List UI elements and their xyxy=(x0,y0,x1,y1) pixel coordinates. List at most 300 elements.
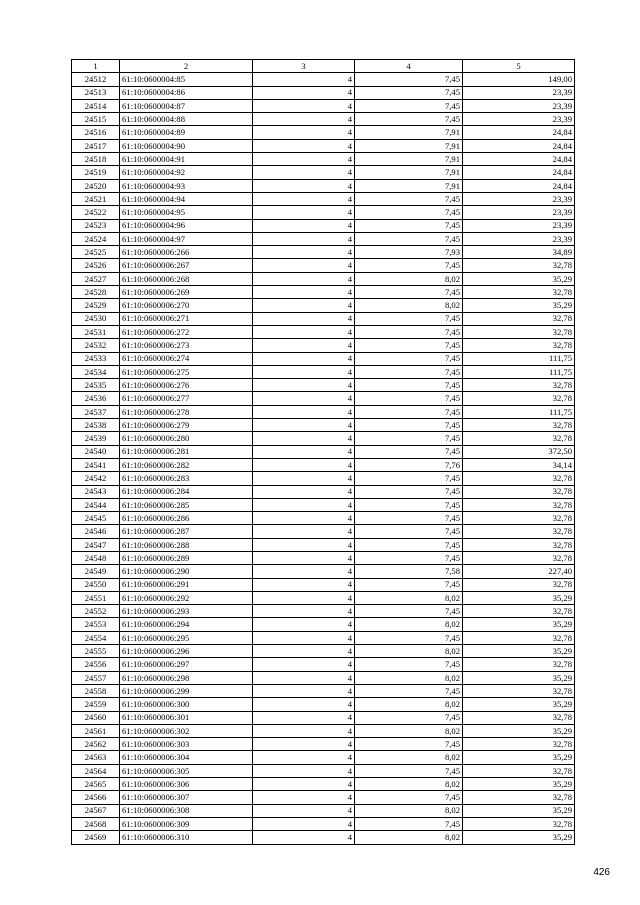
rate-cell: 7,91 xyxy=(355,166,463,179)
row-number-cell: 24539 xyxy=(72,432,120,445)
table-body xyxy=(72,73,575,844)
row-number-cell: 24554 xyxy=(72,631,120,644)
amount-cell: 23,39 xyxy=(463,113,575,126)
amount-cell: 32,78 xyxy=(463,485,575,498)
row-number-cell: 24541 xyxy=(72,458,120,471)
rate-cell: 8,02 xyxy=(355,831,463,844)
amount-cell: 32,78 xyxy=(463,578,575,591)
category-cell: 4 xyxy=(253,711,355,724)
amount-cell: 32,78 xyxy=(463,392,575,405)
amount-cell: 34,89 xyxy=(463,246,575,259)
category-cell: 4 xyxy=(253,538,355,551)
category-cell: 4 xyxy=(253,299,355,312)
table-row xyxy=(72,432,575,445)
cadastral-number-cell: 61:10:0600006:303 xyxy=(120,738,253,751)
table-row xyxy=(72,219,575,232)
cadastral-number-cell: 61:10:0600006:277 xyxy=(120,392,253,405)
rate-cell: 7,45 xyxy=(355,538,463,551)
table-row xyxy=(72,445,575,458)
cadastral-number-cell: 61:10:0600006:305 xyxy=(120,764,253,777)
header-cell-4: 4 xyxy=(355,60,463,73)
category-cell: 4 xyxy=(253,525,355,538)
cadastral-number-cell: 61:10:0600006:285 xyxy=(120,498,253,511)
amount-cell: 35,29 xyxy=(463,671,575,684)
row-number-cell: 24544 xyxy=(72,498,120,511)
header-cell-2: 2 xyxy=(120,60,253,73)
amount-cell: 35,29 xyxy=(463,804,575,817)
amount-cell: 32,78 xyxy=(463,498,575,511)
table-row xyxy=(72,73,575,86)
row-number-cell: 24524 xyxy=(72,232,120,245)
amount-cell: 35,29 xyxy=(463,618,575,631)
amount-cell: 35,29 xyxy=(463,299,575,312)
amount-cell: 35,29 xyxy=(463,751,575,764)
row-number-cell: 24514 xyxy=(72,99,120,112)
rate-cell: 7,45 xyxy=(355,312,463,325)
amount-cell: 32,78 xyxy=(463,791,575,804)
table-row xyxy=(72,286,575,299)
rate-cell: 7,45 xyxy=(355,605,463,618)
rate-cell: 7,45 xyxy=(355,365,463,378)
cadastral-number-cell: 61:10:0600006:280 xyxy=(120,432,253,445)
rate-cell: 7,58 xyxy=(355,565,463,578)
row-number-cell: 24525 xyxy=(72,246,120,259)
row-number-cell: 24521 xyxy=(72,192,120,205)
amount-cell: 32,78 xyxy=(463,658,575,671)
rate-cell: 7,45 xyxy=(355,631,463,644)
rate-cell: 8,02 xyxy=(355,724,463,737)
rate-cell: 7,45 xyxy=(355,286,463,299)
table-row xyxy=(72,99,575,112)
rate-cell: 8,02 xyxy=(355,591,463,604)
category-cell: 4 xyxy=(253,365,355,378)
table-row xyxy=(72,631,575,644)
amount-cell: 35,29 xyxy=(463,272,575,285)
row-number-cell: 24534 xyxy=(72,365,120,378)
amount-cell: 35,29 xyxy=(463,724,575,737)
rate-cell: 7,45 xyxy=(355,472,463,485)
amount-cell: 32,78 xyxy=(463,711,575,724)
category-cell: 4 xyxy=(253,458,355,471)
rate-cell: 7,76 xyxy=(355,458,463,471)
rate-cell: 7,45 xyxy=(355,578,463,591)
cadastral-number-cell: 61:10:0600006:306 xyxy=(120,778,253,791)
table-row xyxy=(72,591,575,604)
rate-cell: 7,93 xyxy=(355,246,463,259)
rate-cell: 7,45 xyxy=(355,512,463,525)
category-cell: 4 xyxy=(253,472,355,485)
category-cell: 4 xyxy=(253,698,355,711)
row-number-cell: 24520 xyxy=(72,179,120,192)
header-row xyxy=(72,60,575,73)
table-row xyxy=(72,179,575,192)
category-cell: 4 xyxy=(253,73,355,86)
cadastral-number-cell: 61:10:0600006:275 xyxy=(120,365,253,378)
category-cell: 4 xyxy=(253,578,355,591)
cadastral-number-cell: 61:10:0600006:310 xyxy=(120,831,253,844)
cadastral-number-cell: 61:10:0600006:279 xyxy=(120,419,253,432)
table-row xyxy=(72,551,575,564)
cadastral-number-cell: 61:10:0600006:299 xyxy=(120,684,253,697)
table-row xyxy=(72,485,575,498)
amount-cell: 111,75 xyxy=(463,365,575,378)
row-number-cell: 24559 xyxy=(72,698,120,711)
table-row xyxy=(72,472,575,485)
row-number-cell: 24532 xyxy=(72,339,120,352)
category-cell: 4 xyxy=(253,246,355,259)
table-row xyxy=(72,738,575,751)
row-number-cell: 24523 xyxy=(72,219,120,232)
table-row xyxy=(72,259,575,272)
rate-cell: 8,02 xyxy=(355,272,463,285)
category-cell: 4 xyxy=(253,286,355,299)
cadastral-number-cell: 61:10:0600006:300 xyxy=(120,698,253,711)
amount-cell: 32,78 xyxy=(463,538,575,551)
row-number-cell: 24563 xyxy=(72,751,120,764)
page-number: 426 xyxy=(593,867,610,878)
cadastral-number-cell: 61:10:0600004:95 xyxy=(120,206,253,219)
cadastral-number-cell: 61:10:0600004:96 xyxy=(120,219,253,232)
row-number-cell: 24561 xyxy=(72,724,120,737)
table-row xyxy=(72,153,575,166)
rate-cell: 7,45 xyxy=(355,339,463,352)
amount-cell: 32,78 xyxy=(463,764,575,777)
row-number-cell: 24515 xyxy=(72,113,120,126)
cadastral-number-cell: 61:10:0600006:284 xyxy=(120,485,253,498)
cadastral-number-cell: 61:10:0600004:93 xyxy=(120,179,253,192)
category-cell: 4 xyxy=(253,405,355,418)
category-cell: 4 xyxy=(253,724,355,737)
rate-cell: 8,02 xyxy=(355,645,463,658)
table-row xyxy=(72,778,575,791)
rate-cell: 8,02 xyxy=(355,698,463,711)
rate-cell: 8,02 xyxy=(355,751,463,764)
rate-cell: 7,45 xyxy=(355,525,463,538)
table-row xyxy=(72,724,575,737)
row-number-cell: 24547 xyxy=(72,538,120,551)
row-number-cell: 24538 xyxy=(72,419,120,432)
table-row xyxy=(72,791,575,804)
amount-cell: 23,39 xyxy=(463,219,575,232)
cadastral-number-cell: 61:10:0600004:92 xyxy=(120,166,253,179)
row-number-cell: 24568 xyxy=(72,817,120,830)
row-number-cell: 24516 xyxy=(72,126,120,139)
cadastral-number-cell: 61:10:0600006:276 xyxy=(120,379,253,392)
amount-cell: 35,29 xyxy=(463,645,575,658)
category-cell: 4 xyxy=(253,99,355,112)
cadastral-number-cell: 61:10:0600004:88 xyxy=(120,113,253,126)
row-number-cell: 24562 xyxy=(72,738,120,751)
amount-cell: 372,50 xyxy=(463,445,575,458)
amount-cell: 23,39 xyxy=(463,206,575,219)
rate-cell: 7,45 xyxy=(355,485,463,498)
cadastral-number-cell: 61:10:0600006:295 xyxy=(120,631,253,644)
amount-cell: 32,78 xyxy=(463,551,575,564)
cadastral-number-cell: 61:10:0600006:287 xyxy=(120,525,253,538)
header-cell-3: 3 xyxy=(253,60,355,73)
cadastral-number-cell: 61:10:0600006:291 xyxy=(120,578,253,591)
table-row xyxy=(72,751,575,764)
cadastral-number-cell: 61:10:0600006:289 xyxy=(120,551,253,564)
row-number-cell: 24545 xyxy=(72,512,120,525)
cadastral-number-cell: 61:10:0600006:301 xyxy=(120,711,253,724)
category-cell: 4 xyxy=(253,219,355,232)
cadastral-number-cell: 61:10:0600006:281 xyxy=(120,445,253,458)
category-cell: 4 xyxy=(253,272,355,285)
cadastral-number-cell: 61:10:0600006:273 xyxy=(120,339,253,352)
row-number-cell: 24566 xyxy=(72,791,120,804)
table-row xyxy=(72,246,575,259)
table-row xyxy=(72,711,575,724)
row-number-cell: 24557 xyxy=(72,671,120,684)
category-cell: 4 xyxy=(253,512,355,525)
category-cell: 4 xyxy=(253,591,355,604)
table-row xyxy=(72,605,575,618)
category-cell: 4 xyxy=(253,86,355,99)
table-row xyxy=(72,512,575,525)
rate-cell: 7,91 xyxy=(355,139,463,152)
cadastral-number-cell: 61:10:0600006:297 xyxy=(120,658,253,671)
category-cell: 4 xyxy=(253,658,355,671)
rate-cell: 7,45 xyxy=(355,498,463,511)
rate-cell: 8,02 xyxy=(355,804,463,817)
cadastral-number-cell: 61:10:0600004:89 xyxy=(120,126,253,139)
table-row xyxy=(72,578,575,591)
rate-cell: 7,45 xyxy=(355,99,463,112)
category-cell: 4 xyxy=(253,352,355,365)
rate-cell: 7,45 xyxy=(355,379,463,392)
amount-cell: 32,78 xyxy=(463,432,575,445)
table-row xyxy=(72,458,575,471)
cadastral-number-cell: 61:10:0600006:308 xyxy=(120,804,253,817)
amount-cell: 149,00 xyxy=(463,73,575,86)
rate-cell: 7,45 xyxy=(355,551,463,564)
cadastral-number-cell: 61:10:0600006:266 xyxy=(120,246,253,259)
rate-cell: 7,45 xyxy=(355,445,463,458)
rate-cell: 8,02 xyxy=(355,299,463,312)
row-number-cell: 24518 xyxy=(72,153,120,166)
table-row xyxy=(72,498,575,511)
cadastral-number-cell: 61:10:0600004:97 xyxy=(120,232,253,245)
category-cell: 4 xyxy=(253,113,355,126)
amount-cell: 32,78 xyxy=(463,259,575,272)
row-number-cell: 24552 xyxy=(72,605,120,618)
header-cell-5: 5 xyxy=(463,60,575,73)
category-cell: 4 xyxy=(253,206,355,219)
category-cell: 4 xyxy=(253,605,355,618)
category-cell: 4 xyxy=(253,684,355,697)
cadastral-number-cell: 61:10:0600004:86 xyxy=(120,86,253,99)
rate-cell: 7,45 xyxy=(355,738,463,751)
row-number-cell: 24546 xyxy=(72,525,120,538)
category-cell: 4 xyxy=(253,312,355,325)
category-cell: 4 xyxy=(253,738,355,751)
cadastral-number-cell: 61:10:0600006:270 xyxy=(120,299,253,312)
cadastral-number-cell: 61:10:0600006:288 xyxy=(120,538,253,551)
rate-cell: 7,45 xyxy=(355,684,463,697)
rate-cell: 7,45 xyxy=(355,658,463,671)
rate-cell: 7,45 xyxy=(355,419,463,432)
category-cell: 4 xyxy=(253,551,355,564)
row-number-cell: 24540 xyxy=(72,445,120,458)
amount-cell: 35,29 xyxy=(463,698,575,711)
cadastral-number-cell: 61:10:0600006:268 xyxy=(120,272,253,285)
cadastral-number-cell: 61:10:0600006:296 xyxy=(120,645,253,658)
rate-cell: 7,45 xyxy=(355,392,463,405)
amount-cell: 24,84 xyxy=(463,139,575,152)
amount-cell: 32,78 xyxy=(463,325,575,338)
category-cell: 4 xyxy=(253,631,355,644)
rate-cell: 7,45 xyxy=(355,405,463,418)
rate-cell: 7,45 xyxy=(355,206,463,219)
category-cell: 4 xyxy=(253,166,355,179)
table-row xyxy=(72,419,575,432)
table-row xyxy=(72,565,575,578)
row-number-cell: 24517 xyxy=(72,139,120,152)
cadastral-number-cell: 61:10:0600004:94 xyxy=(120,192,253,205)
amount-cell: 32,78 xyxy=(463,339,575,352)
cadastral-number-cell: 61:10:0600006:294 xyxy=(120,618,253,631)
row-number-cell: 24513 xyxy=(72,86,120,99)
rate-cell: 7,45 xyxy=(355,219,463,232)
category-cell: 4 xyxy=(253,445,355,458)
row-number-cell: 24548 xyxy=(72,551,120,564)
cadastral-number-cell: 61:10:0600006:269 xyxy=(120,286,253,299)
table-row xyxy=(72,817,575,830)
rate-cell: 7,45 xyxy=(355,817,463,830)
row-number-cell: 24522 xyxy=(72,206,120,219)
category-cell: 4 xyxy=(253,817,355,830)
category-cell: 4 xyxy=(253,139,355,152)
rate-cell: 7,45 xyxy=(355,192,463,205)
cadastral-number-cell: 61:10:0600006:292 xyxy=(120,591,253,604)
table-row xyxy=(72,113,575,126)
table-row xyxy=(72,339,575,352)
rate-cell: 7,45 xyxy=(355,73,463,86)
category-cell: 4 xyxy=(253,764,355,777)
table-row xyxy=(72,86,575,99)
amount-cell: 35,29 xyxy=(463,831,575,844)
category-cell: 4 xyxy=(253,751,355,764)
header-cell-1: 1 xyxy=(72,60,120,73)
table-row xyxy=(72,804,575,817)
row-number-cell: 24531 xyxy=(72,325,120,338)
row-number-cell: 24550 xyxy=(72,578,120,591)
table-row xyxy=(72,831,575,844)
category-cell: 4 xyxy=(253,645,355,658)
cadastral-number-cell: 61:10:0600006:293 xyxy=(120,605,253,618)
cadastral-number-cell: 61:10:0600004:90 xyxy=(120,139,253,152)
amount-cell: 111,75 xyxy=(463,352,575,365)
category-cell: 4 xyxy=(253,671,355,684)
rate-cell: 7,45 xyxy=(355,259,463,272)
row-number-cell: 24551 xyxy=(72,591,120,604)
table-row xyxy=(72,325,575,338)
table-row xyxy=(72,698,575,711)
row-number-cell: 24527 xyxy=(72,272,120,285)
row-number-cell: 24526 xyxy=(72,259,120,272)
category-cell: 4 xyxy=(253,232,355,245)
amount-cell: 227,40 xyxy=(463,565,575,578)
category-cell: 4 xyxy=(253,419,355,432)
table-row xyxy=(72,618,575,631)
row-number-cell: 24564 xyxy=(72,764,120,777)
category-cell: 4 xyxy=(253,392,355,405)
rate-cell: 7,45 xyxy=(355,86,463,99)
amount-cell: 32,78 xyxy=(463,817,575,830)
category-cell: 4 xyxy=(253,325,355,338)
row-number-cell: 24528 xyxy=(72,286,120,299)
rate-cell: 8,02 xyxy=(355,618,463,631)
table-header xyxy=(72,60,575,73)
rate-cell: 7,45 xyxy=(355,432,463,445)
table-row xyxy=(72,139,575,152)
cadastral-number-cell: 61:10:0600006:290 xyxy=(120,565,253,578)
rate-cell: 7,45 xyxy=(355,325,463,338)
row-number-cell: 24530 xyxy=(72,312,120,325)
row-number-cell: 24567 xyxy=(72,804,120,817)
data-table xyxy=(71,59,575,845)
table-row xyxy=(72,352,575,365)
amount-cell: 34,14 xyxy=(463,458,575,471)
rate-cell: 7,45 xyxy=(355,764,463,777)
amount-cell: 32,78 xyxy=(463,738,575,751)
row-number-cell: 24512 xyxy=(72,73,120,86)
category-cell: 4 xyxy=(253,339,355,352)
cadastral-number-cell: 61:10:0600006:286 xyxy=(120,512,253,525)
category-cell: 4 xyxy=(253,778,355,791)
rate-cell: 7,45 xyxy=(355,113,463,126)
row-number-cell: 24549 xyxy=(72,565,120,578)
cadastral-number-cell: 61:10:0600006:302 xyxy=(120,724,253,737)
table-row xyxy=(72,166,575,179)
category-cell: 4 xyxy=(253,618,355,631)
cadastral-number-cell: 61:10:0600006:309 xyxy=(120,817,253,830)
category-cell: 4 xyxy=(253,153,355,166)
cadastral-number-cell: 61:10:0600006:278 xyxy=(120,405,253,418)
category-cell: 4 xyxy=(253,565,355,578)
rate-cell: 8,02 xyxy=(355,671,463,684)
amount-cell: 23,39 xyxy=(463,99,575,112)
category-cell: 4 xyxy=(253,379,355,392)
amount-cell: 32,78 xyxy=(463,419,575,432)
cadastral-number-cell: 61:10:0600004:87 xyxy=(120,99,253,112)
category-cell: 4 xyxy=(253,804,355,817)
table-row xyxy=(72,645,575,658)
table-row xyxy=(72,764,575,777)
table-row xyxy=(72,206,575,219)
table-row xyxy=(72,684,575,697)
category-cell: 4 xyxy=(253,259,355,272)
rate-cell: 7,91 xyxy=(355,126,463,139)
amount-cell: 35,29 xyxy=(463,778,575,791)
amount-cell: 32,78 xyxy=(463,512,575,525)
table-row xyxy=(72,392,575,405)
amount-cell: 32,78 xyxy=(463,472,575,485)
table-row xyxy=(72,299,575,312)
cadastral-number-cell: 61:10:0600006:282 xyxy=(120,458,253,471)
category-cell: 4 xyxy=(253,831,355,844)
table-row xyxy=(72,658,575,671)
amount-cell: 23,39 xyxy=(463,232,575,245)
row-number-cell: 24556 xyxy=(72,658,120,671)
rate-cell: 7,91 xyxy=(355,153,463,166)
table-row xyxy=(72,126,575,139)
cadastral-number-cell: 61:10:0600006:274 xyxy=(120,352,253,365)
table-row xyxy=(72,232,575,245)
category-cell: 4 xyxy=(253,498,355,511)
row-number-cell: 24565 xyxy=(72,778,120,791)
